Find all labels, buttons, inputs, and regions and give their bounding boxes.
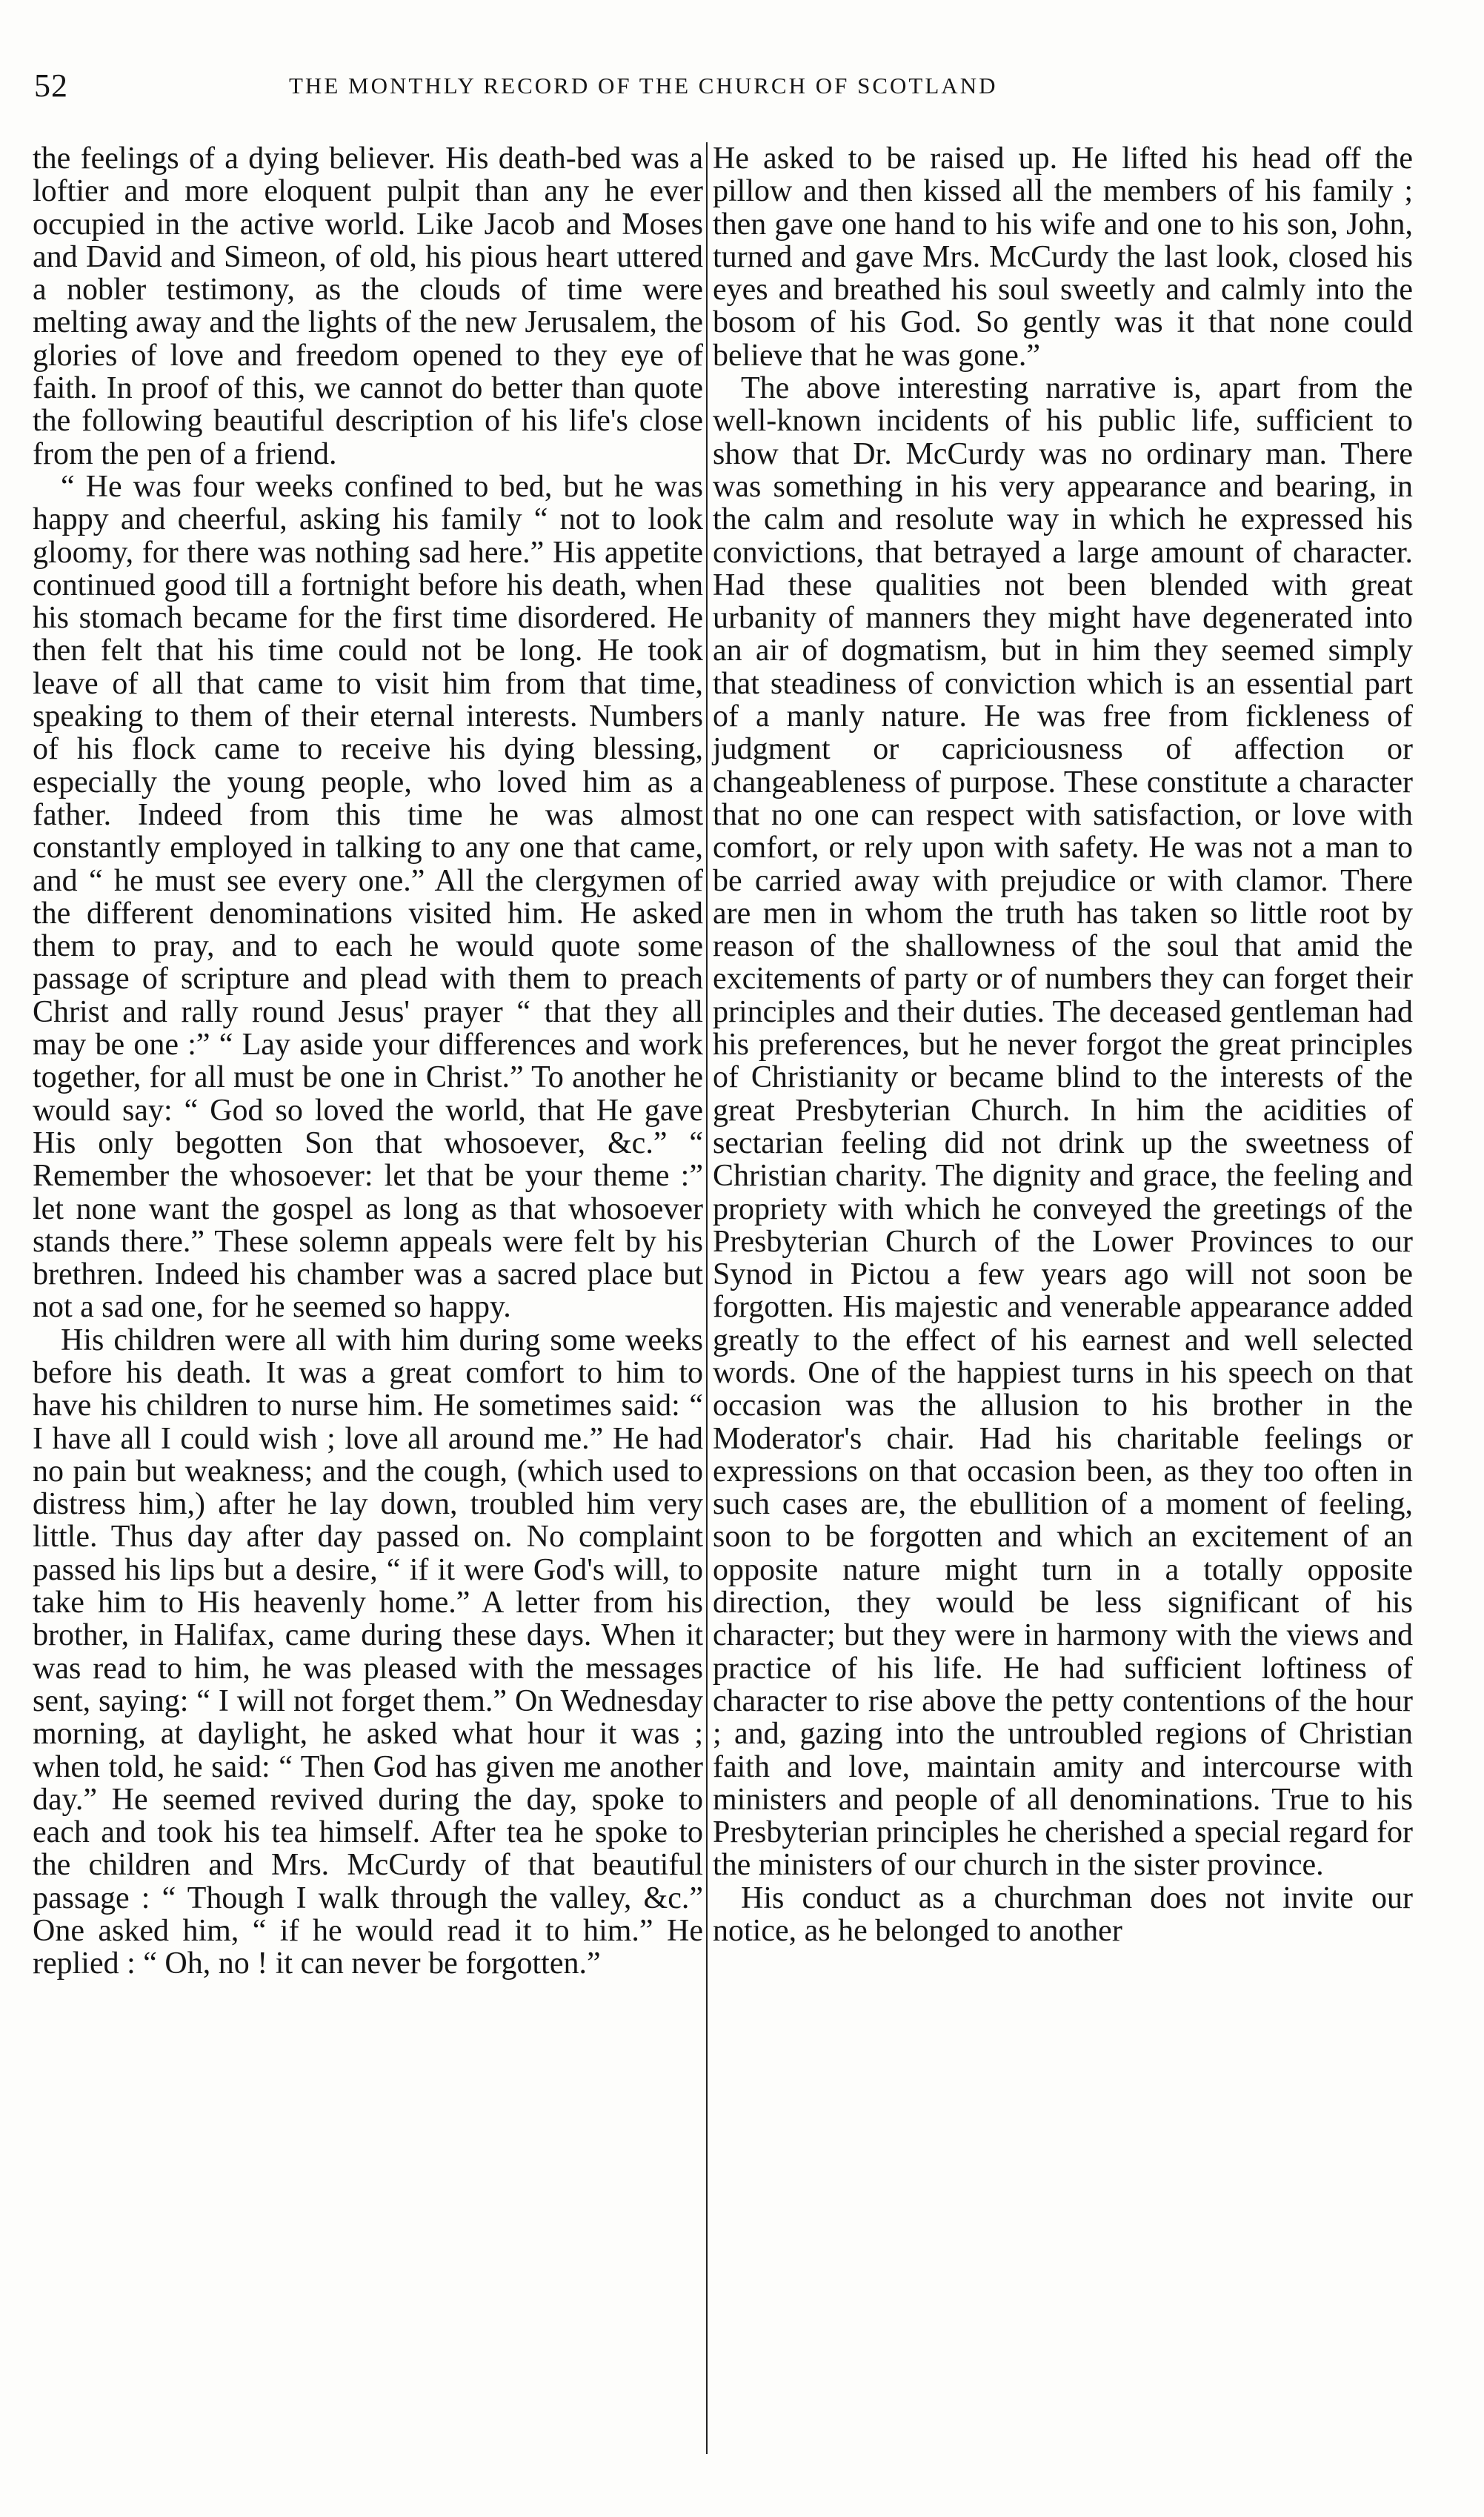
page-number: 52: [34, 67, 68, 104]
paragraph: He asked to be raised up. He lifted his head off the pillow and then kissed all the members of his family ; then gave one hand to his wife and one to his son, John, turned and gave Mrs. McCurdy the last look, closed his eyes and breathed his soul sweetly and calmly into the bosom of his God. So gently was it that none could believe that he was gone.”: [713, 142, 1413, 373]
paragraph: His children were all with him during some weeks before his death. It was a great comfort to him to have his children to nurse him. He sometimes said: “ I have all I could wish ; love all around me.” He had no pain but weakness; and the cough, (which used to distress him,) after he lay down, troubled him very little. Thus day after day passed on. No complaint passed his lips but a desire, “ if it were God's will, to take him to His heavenly home.” A letter from his brother, in Halifax, came during these days. When it was read to him, he was pleased with the messages sent, saying: “ I will not forget them.” On Wednesday morning, at daylight, he asked what hour it was ; when told, he said: “ Then God has given me another day.” He seemed revived during the day, spoke to each and took his tea himself. After tea he spoke to the children and Mrs. McCurdy of that beautiful passage : “ Though I walk through the valley, &c.” One asked him, “ if he would read it to him.” He replied : “ Oh, no ! it can never be forgotten.”: [33, 1323, 703, 1981]
column-divider: [706, 142, 708, 2454]
left-column: [33, 142, 703, 1981]
paragraph: His conduct as a churchman does not invite our notice, as he belonged to another: [713, 1881, 1413, 1949]
running-head-title: THE MONTHLY RECORD OF THE CHURCH OF SCOTLAND: [289, 73, 998, 99]
paragraph: The above interesting narrative is, apart from the well-known incidents of his public life, sufficient to show that Dr. McCurdy was no ordinary man. There was something in his very appearance and bearing, in the calm and resolute way in which he expressed his convictions, that betrayed a large amount of character. Had these qualities not been blended with great urbanity of manners they might have degenerated into an air of dogmatism, but in him they seemed simply that steadiness of conviction which is an essential part of a manly nature. He was free from fickleness of judgment or capriciousness of affection or changeableness of purpose. These constitute a character that no one can respect with satisfaction, or love with comfort, or rely upon with safety. He was not a man to be carried away with prejudice or with clamor. There are men in whom the truth has taken so little root by reason of the shallowness of the soul that amid the excitements of party or of numbers they can forget their principles and their duties. The deceased gentleman had his preferences, but he never forgot the great principles of Christianity or became blind to the interests of the great Presbyterian Church. In him the acidities of sectarian feeling did not drink up the sweetness of Christian charity. The dignity and grace, the feeling and propriety with which he conveyed the greetings of the Presbyterian Church of the Lower Provinces to our Synod in Pictou a few years ago will not soon be forgotten. His majestic and venerable appearance added greatly to the effect of his earnest and well selected words. One of the happiest turns in his speech on that occasion was the allusion to his brother in the Moderator's chair. Had his charitable feelings or expressions on that occasion been, as they too often in such cases are, the ebullition of a moment of feeling, soon to be forgotten and which an excitement of an opposite nature might turn in a totally opposite direction, they would be less significant of his character; but they were in harmony with the views and practice of his life. He had sufficient loftiness of character to rise above the petty contentions of the hour ; and, gazing into the untroubled regions of Christian faith and love, maintain amity and intercourse with ministers and people of all denominations. True to his Presbyterian principles he cherished a special regard for the ministers of our church in the sister province.: [713, 371, 1413, 1883]
paragraph: “ He was four weeks confined to bed, but he was happy and cheerful, asking his family “ not to look gloomy, for there was nothing sad here.” His appetite continued good till a fortnight before his death, when his stomach became for the first time disordered. He then felt that his time could not be long. He took leave of all that came to visit him from that time, speaking to them of their eternal interests. Numbers of his flock came to receive his dying blessing, especially the young people, who loved him as a father. Indeed from this time he was almost constantly employed in talking to any one that came, and “ he must see every one.” All the clergymen of the different denominations visited him. He asked them to pray, and to each he would quote some passage of scripture and plead with them to preach Christ and rally round Jesus' prayer “ that they all may be one :” “ Lay aside your differences and work together, for all must be one in Christ.” To another he would say: “ God so loved the world, that He gave His only begotten Son that whosoever, &c.” “ Remember the whosoever: let that be your theme :” let none want the gospel as long as that whosoever stands there.” These solemn appeals were felt by his brethren. Indeed his chamber was a sacred place but not a sad one, for he seemed so happy.: [33, 469, 703, 1325]
right-column: [713, 142, 1413, 1947]
paragraph: the feelings of a dying believer. His death-bed was a loftier and more eloquent pulpit than any he ever occupied in the active world. Like Jacob and Moses and David and Simeon, of old, his pious heart uttered a nobler testimony, as the clouds of time were melting away and the lights of the new Jerusalem, the glories of love and freedom opened to they eye of faith. In proof of this, we cannot do better than quote the following beautiful description of his life's close from the pen of a friend.: [33, 142, 703, 471]
